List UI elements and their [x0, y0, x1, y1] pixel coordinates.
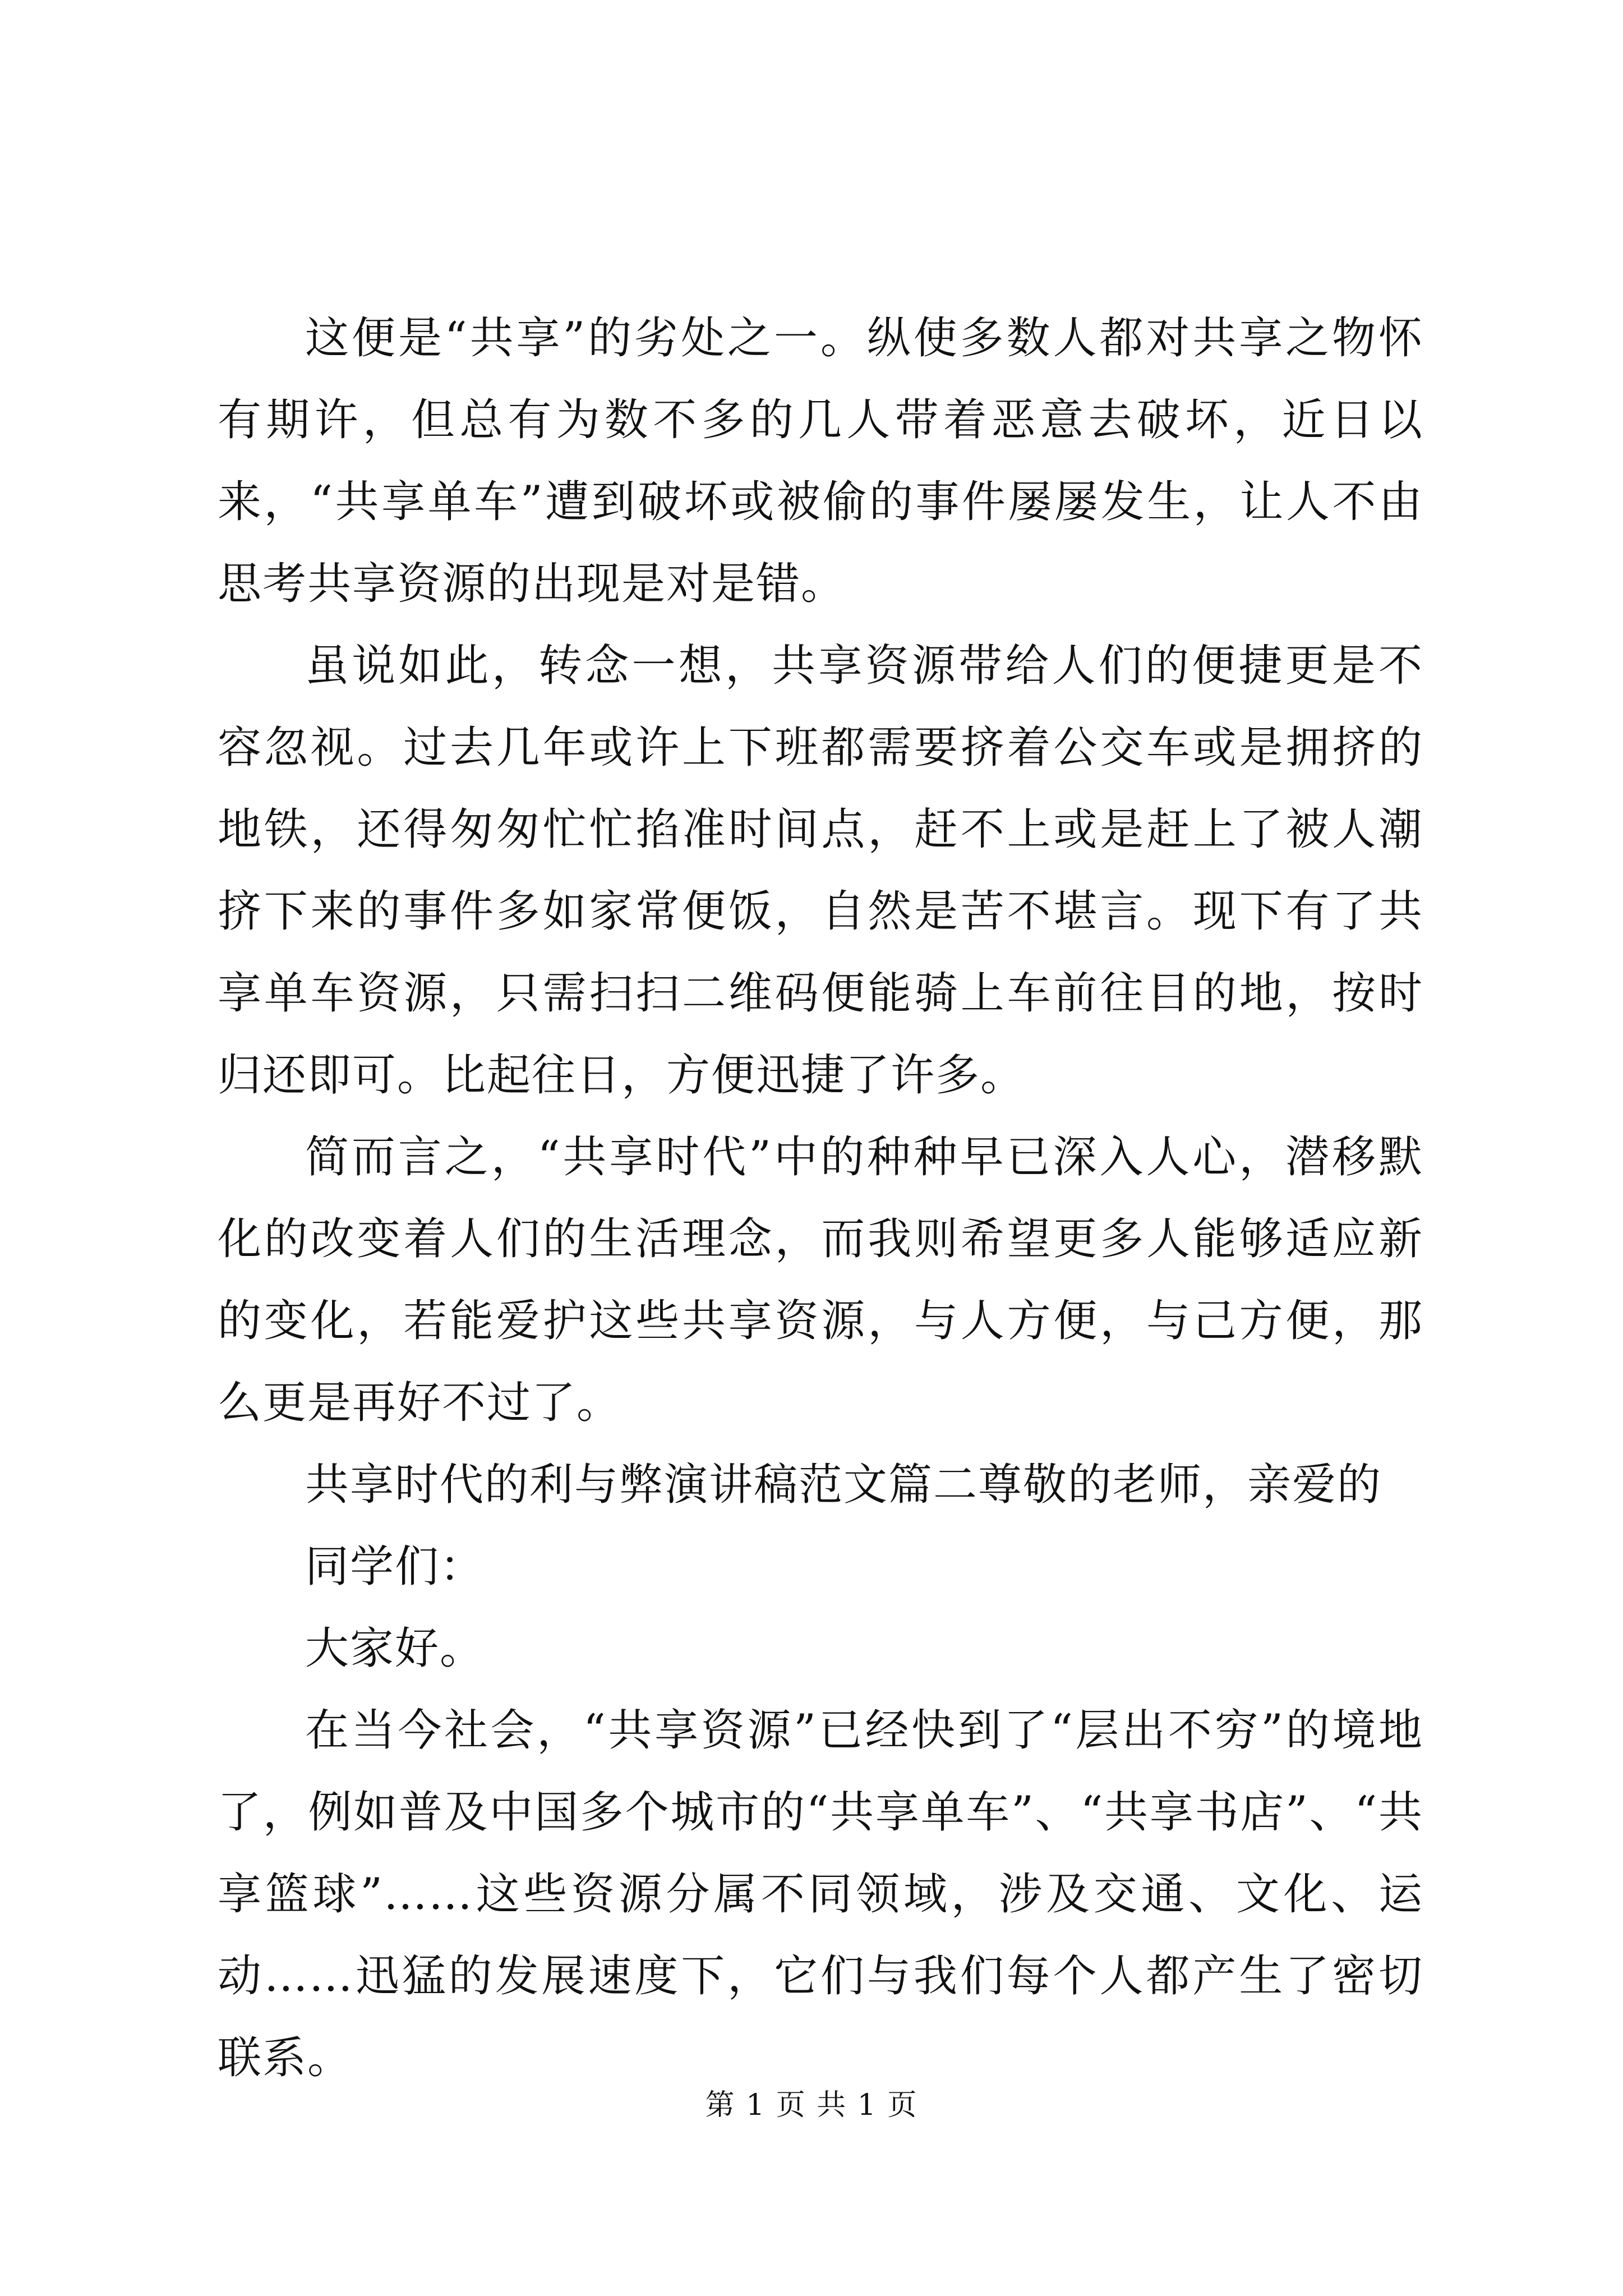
paragraph-4: 在当今社会，“共享资源”已经快到了“层出不穷”的境地了，例如普及中国多个城市的“共享单车”、“共享书店”、“共享篮球”……这些资源分属不同领域，涉及交通、文化、运动……迅猛的发展速度下，它们与我们每个人都产生了密切联系。 [218, 1705, 1423, 2083]
page-footer: 第 1 页 共 1 页 [705, 2088, 918, 2122]
salutation-line: 同学们： [305, 1542, 485, 1592]
paragraph-1: 这便是“共享”的劣处之一。纵使多数人都对共享之物怀有期许，但总有为数不多的几人带着恶意去破坏，近日以来，“共享单车”遭到破坏或被偷的事件屡屡发生，让人不由思考共享资源的出现是对是错。 [218, 313, 1423, 609]
section-title-line: 共享时代的利与弊演讲稿范文篇二尊敬的老师，亲爱的 [305, 1460, 1382, 1510]
paragraph-3: 简而言之，“共享时代”中的种种早已深入人心，潜移默化的改变着人们的生活理念，而我则希望更多人能够适应新的变化，若能爱护这些共享资源，与人方便，与己方便，那么更是再好不过了。 [218, 1132, 1423, 1428]
paragraph-2: 虽说如此，转念一想，共享资源带给人们的便捷更是不容忽视。过去几年或许上下班都需要挤着公交车或是拥挤的地铁，还得匆匆忙忙掐准时间点，赶不上或是赶上了被人潮挤下来的事件多如家常便饭，自然是苦不堪言。现下有了共享单车资源，只需扫扫二维码便能骑上车前往目的地，按时归还即可。比起往日，方便迅捷了许多。 [218, 641, 1423, 1101]
document-body [218, 297, 1423, 2099]
greeting-line: 大家好。 [305, 1623, 485, 1674]
